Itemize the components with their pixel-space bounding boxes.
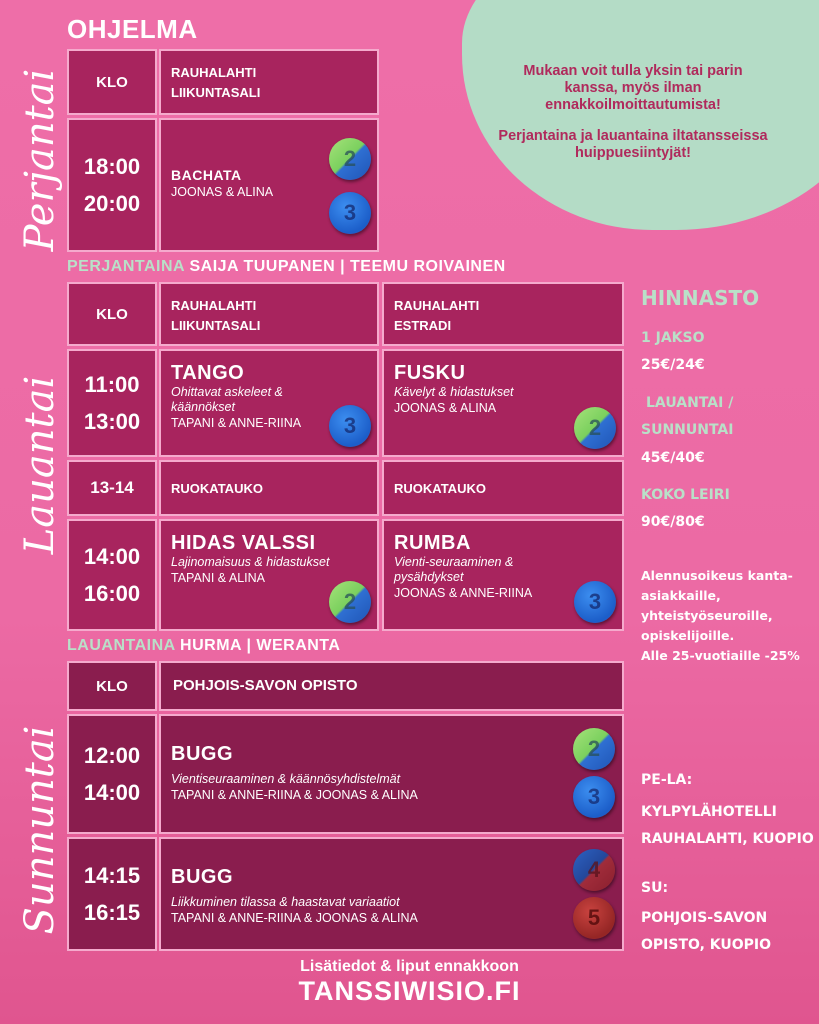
- saturday-slot2-time: [67, 519, 157, 631]
- saturday-venue-a-header: [159, 282, 379, 346]
- price-value: 90€/80€: [641, 514, 705, 530]
- price-label: SUNNUNTAI: [641, 422, 734, 438]
- discount-line: opiskelijoille.: [641, 628, 735, 643]
- dance-name: BUGG: [171, 866, 233, 888]
- saturday-break-a: RUOKATAUKO: [159, 460, 379, 516]
- info-text-performers: Perjantaina ja lauantaina iltatansseissa huippuesiintyjät!: [498, 128, 768, 161]
- time-start: 12:00: [83, 743, 141, 768]
- sunday-bugg2-cell: [159, 837, 624, 951]
- time-end: 13:00: [83, 409, 141, 434]
- info-bubble: [462, 0, 819, 230]
- day-label-friday: Perjantai: [17, 68, 63, 252]
- sunday-slot1-time: [67, 714, 157, 834]
- info-text-join: Mukaan voit tulla yksin tai parin kanssa, myös ilman ennakkoilmoittautumista!: [523, 63, 743, 113]
- discount-line: Alle 25-vuotiaille -25%: [641, 648, 800, 663]
- performers-label: LAUANTAINA: [67, 637, 176, 654]
- price-value: 25€/24€: [641, 357, 705, 373]
- discount-line: yhteistyöseuroille,: [641, 608, 773, 623]
- level-badge: 3: [329, 405, 371, 447]
- discount-line: Alennusoikeus kanta-: [641, 568, 793, 583]
- level-badge: 2: [573, 728, 615, 770]
- time-start: 11:00: [84, 372, 140, 397]
- location-label-pe-la: PE-LA:: [641, 772, 693, 788]
- price-label: KOKO LEIRI: [641, 487, 730, 503]
- teachers: TAPANI & ALINA: [171, 571, 266, 585]
- location-line: KYLPYLÄHOTELLI: [641, 804, 777, 820]
- level-badge: 3: [329, 192, 371, 234]
- dance-description: Lajinomaisuus & hidastukset: [171, 555, 330, 569]
- teachers: JOONAS & ALINA: [394, 401, 497, 415]
- level-badge: 3: [574, 581, 616, 623]
- price-label: LAUANTAI /: [646, 395, 734, 411]
- location-line: OPISTO, KUOPIO: [641, 937, 772, 953]
- level-badge: 5: [573, 897, 615, 939]
- saturday-venue-b-header: [382, 282, 624, 346]
- dance-name: FUSKU: [394, 362, 466, 384]
- friday-klo-header: KLO: [67, 49, 157, 115]
- venue-line: RAUHALAHTI: [171, 65, 257, 80]
- teachers: TAPANI & ANNE-RIINA & JOONAS & ALINA: [171, 788, 418, 802]
- dance-description: Kävelyt & hidastukset: [394, 385, 514, 399]
- saturday-rumba-cell: [382, 519, 624, 631]
- saturday-fusku-cell: [382, 349, 624, 457]
- saturday-valssi-cell: [159, 519, 379, 631]
- dance-description: Vienti-seuraaminen & pysähdykset: [394, 555, 514, 584]
- teachers: TAPANI & ANNE-RIINA & JOONAS & ALINA: [171, 911, 418, 925]
- friday-time: [67, 118, 157, 252]
- performers-label: PERJANTAINA: [67, 258, 185, 275]
- sunday-venue-header: POHJOIS-SAVON OPISTO: [159, 661, 624, 711]
- footer-info: Lisätiedot & liput ennakkoon: [300, 958, 519, 975]
- time-end: 16:00: [83, 581, 141, 606]
- friday-venue-header: [159, 49, 379, 115]
- dance-description: Ohittavat askeleet & käännökset: [171, 385, 283, 414]
- venue-line: LIIKUNTASALI: [171, 85, 261, 100]
- level-badge: 2: [329, 581, 371, 623]
- teachers: JOONAS & ANNE-RIINA: [394, 586, 533, 600]
- venue-line: ESTRADI: [394, 318, 452, 333]
- price-label: 1 JAKSO: [641, 330, 705, 346]
- sunday-bugg1-cell: [159, 714, 624, 834]
- time-start: 14:00: [83, 544, 141, 569]
- venue-line: RAUHALAHTI: [171, 298, 257, 313]
- discount-line: asiakkaille,: [641, 588, 721, 603]
- performers-acts: SAIJA TUUPANEN | TEEMU ROIVAINEN: [189, 258, 506, 275]
- time-end: 14:00: [83, 780, 141, 805]
- location-line: RAUHALAHTI, KUOPIO: [641, 831, 814, 847]
- friday-bachata-cell: [159, 118, 379, 252]
- sunday-slot2-time: [67, 837, 157, 951]
- location-value-su: [641, 905, 771, 959]
- venue-line: LIIKUNTASALI: [171, 318, 261, 333]
- saturday-slot1-time: [67, 349, 157, 457]
- level-badge: 2: [329, 138, 371, 180]
- level-badge: 3: [573, 776, 615, 818]
- time-start: 18:00: [83, 154, 141, 179]
- teachers: TAPANI & ANNE-RIINA: [171, 416, 302, 430]
- location-label-su: SU:: [641, 880, 669, 896]
- day-label-saturday: Lauantai: [17, 375, 63, 555]
- dance-name: HIDAS VALSSI: [171, 532, 316, 554]
- friday-performers: [67, 258, 506, 276]
- time-end: 20:00: [83, 191, 141, 216]
- teachers: JOONAS & ALINA: [171, 185, 274, 199]
- sunday-klo-header: KLO: [67, 661, 157, 711]
- website-link[interactable]: TANSSIWISIO.FI: [298, 976, 521, 1006]
- dance-description: Liikkuminen tilassa & haastavat variaatiot: [171, 895, 400, 909]
- price-value: 45€/40€: [641, 450, 705, 466]
- dance-name: RUMBA: [394, 532, 471, 554]
- saturday-break-b: RUOKATAUKO: [382, 460, 624, 516]
- page-title: OHJELMA: [67, 14, 198, 44]
- saturday-break-time: 13-14: [67, 460, 157, 516]
- prices-heading: HINNASTO: [641, 286, 760, 310]
- saturday-tango-cell: [159, 349, 379, 457]
- discount-text: [641, 566, 800, 666]
- saturday-performers: [67, 637, 340, 655]
- time-end: 16:15: [83, 900, 141, 925]
- dance-name: BUGG: [171, 743, 233, 765]
- level-badge: 4: [573, 849, 615, 891]
- level-badge: 2: [574, 407, 616, 449]
- performers-acts: HURMA | WERANTA: [180, 637, 341, 654]
- venue-line: RAUHALAHTI: [394, 298, 480, 313]
- location-line: POHJOIS-SAVON: [641, 910, 768, 926]
- saturday-klo-header: KLO: [67, 282, 157, 346]
- dance-description: Vientiseuraaminen & käännösyhdistelmät: [171, 772, 401, 786]
- time-start: 14:15: [83, 863, 141, 888]
- location-value-pe-la: [641, 799, 814, 853]
- day-label-sunday: Sunnuntai: [17, 725, 63, 935]
- dance-name: TANGO: [171, 362, 245, 384]
- dance-name: BACHATA: [171, 167, 242, 183]
